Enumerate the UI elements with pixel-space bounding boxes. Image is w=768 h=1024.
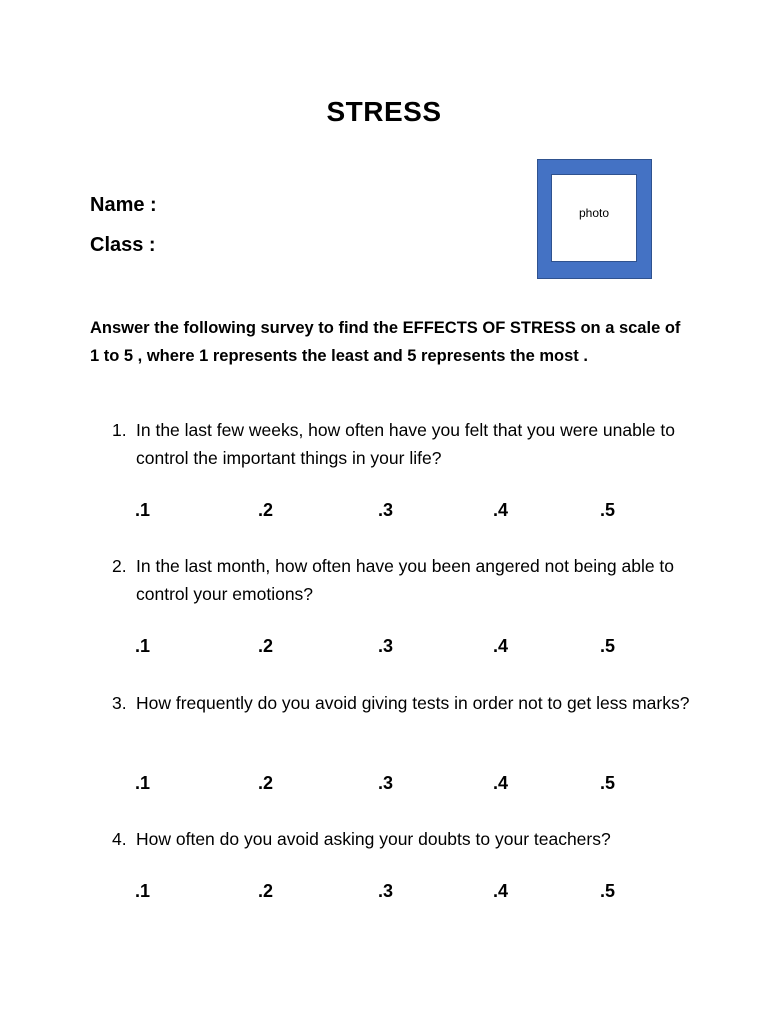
photo-placeholder-frame (537, 159, 652, 279)
photo-placeholder-box (551, 174, 637, 262)
photo-placeholder-label: photo (578, 206, 610, 220)
rating-option-3[interactable]: .3 (378, 500, 394, 520)
rating-option-3[interactable]: .3 (378, 636, 394, 656)
rating-option-4[interactable]: .4 (493, 881, 509, 901)
question-number: 3. (112, 693, 127, 713)
question-text: In the last month, how often have you been angered not being able to control your emotions? (136, 556, 675, 604)
rating-option-1[interactable]: .1 (135, 881, 151, 901)
survey-instructions: Answer the following survey to find the EFFECTS OF STRESS on a scale of 1 to 5 , where 1 represents the least and 5 represents the most . (90, 319, 681, 365)
question-1 (112, 416, 692, 472)
rating-option-4[interactable]: .4 (493, 636, 509, 656)
question-3 (112, 689, 692, 717)
question-number: 4. (112, 829, 127, 849)
class-label: Class : (90, 234, 156, 256)
rating-option-4[interactable]: .4 (493, 500, 509, 520)
rating-scale-3 (0, 773, 768, 797)
rating-option-2[interactable]: .2 (258, 636, 274, 656)
rating-option-2[interactable]: .2 (258, 773, 274, 793)
rating-option-5[interactable]: .5 (600, 636, 616, 656)
rating-option-3[interactable]: .3 (378, 773, 394, 793)
rating-option-1[interactable]: .1 (135, 500, 151, 520)
rating-option-4[interactable]: .4 (493, 773, 509, 793)
question-number: 2. (112, 556, 127, 576)
page-title: STRESS (326, 96, 442, 127)
question-4 (112, 825, 692, 853)
rating-option-3[interactable]: .3 (378, 881, 394, 901)
question-text: In the last few weeks, how often have you felt that you were unable to control the important things in your life? (136, 420, 675, 468)
rating-option-2[interactable]: .2 (258, 881, 274, 901)
rating-option-5[interactable]: .5 (600, 773, 616, 793)
question-number: 1. (112, 420, 127, 440)
name-label: Name : (90, 194, 157, 216)
rating-option-1[interactable]: .1 (135, 636, 151, 656)
question-2 (112, 552, 692, 608)
rating-option-5[interactable]: .5 (600, 500, 616, 520)
rating-scale-1 (0, 500, 768, 524)
rating-scale-2 (0, 636, 768, 660)
question-text: How frequently do you avoid giving tests in order not to get less marks? (136, 693, 690, 713)
rating-option-2[interactable]: .2 (258, 500, 274, 520)
question-text: How often do you avoid asking your doubts to your teachers? (136, 829, 611, 849)
rating-scale-4 (0, 881, 768, 905)
rating-option-5[interactable]: .5 (600, 881, 616, 901)
rating-option-1[interactable]: .1 (135, 773, 151, 793)
